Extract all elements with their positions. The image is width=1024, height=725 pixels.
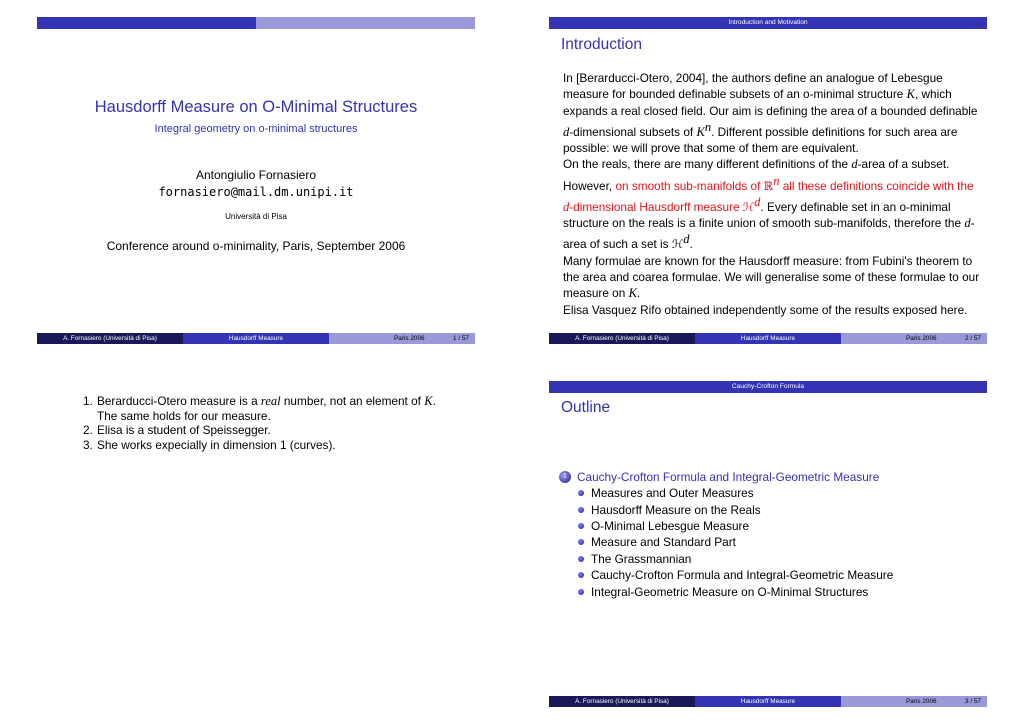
author-name: Antongiulio Fornasiero (195, 168, 317, 182)
footer-author: A. Fornasiero (Università di Pisa) (37, 333, 183, 344)
section-header (549, 381, 987, 393)
outline-item-label: The Grassmannian (591, 551, 692, 566)
note-item (83, 394, 463, 423)
footer-author: A. Fornasiero (Università di Pisa) (549, 333, 695, 344)
outline-item[interactable] (578, 485, 979, 501)
footer-page: 3 / 57 (965, 698, 981, 705)
note-item (83, 423, 463, 438)
paragraph: Elisa Vasquez Rifo obtained independently some of the results exposed here. (563, 302, 968, 317)
note-text: Elisa is a student of Speissegger. (97, 423, 271, 437)
bullet-icon (578, 523, 584, 529)
section-number-ball-icon: 1 (559, 471, 571, 483)
outline-section[interactable] (559, 470, 979, 484)
footer-date: Paris 2006 (394, 335, 425, 342)
outline-item-label: O-Minimal Lebesgue Measure (591, 518, 750, 533)
introduction-slide (549, 14, 987, 346)
footer-title: Hausdorff Measure (695, 696, 841, 707)
bullet-icon (578, 572, 584, 578)
section-header (549, 17, 987, 29)
institute: Università di Pisa (225, 212, 287, 221)
outline-item[interactable] (578, 583, 979, 599)
conference: Conference around o-minimality, Paris, September 2006 (106, 239, 406, 253)
bullet-icon (578, 539, 584, 545)
bullet-icon (578, 589, 584, 595)
author-email: fornasiero@mail.dm.unipi.it (158, 185, 354, 199)
outline-item-label: Cauchy-Crofton Formula and Integral-Geometric Measure (591, 568, 894, 583)
outline-item[interactable] (578, 534, 979, 550)
footer-date: Paris 2006 (906, 698, 937, 705)
note-number: 3. (83, 437, 93, 452)
outline-item-label: Measure and Standard Part (591, 535, 736, 550)
outline-item[interactable] (578, 518, 979, 534)
section-name: Introduction and Motivation (728, 19, 808, 26)
outline (559, 470, 979, 600)
bullet-icon (578, 507, 584, 513)
notes-page (37, 378, 475, 708)
footer-bar (549, 333, 987, 344)
slide-body (563, 70, 983, 318)
presentation-subtitle: Integral geometry on o-minimal structures (154, 123, 358, 135)
paragraph: In [Berarducci-Otero, 2004], the authors define an analogue of Lebesgue measure for bounded definable subsets of an o-minimal structure K, which expands a real closed field. Our aim is defining the area of a bounded definable d-dimensional subsets of $K^n$. Different possible definitions for such area are possible: we will prove that some of them are equivalent. (563, 71, 978, 156)
outline-item[interactable] (578, 551, 979, 567)
outline-slide (549, 378, 987, 708)
notes-list (83, 394, 463, 452)
frame-title: Outline (561, 399, 611, 416)
bullet-icon (578, 556, 584, 562)
footer-bar (37, 333, 475, 344)
title-slide (37, 14, 475, 346)
footer-bar (549, 696, 987, 707)
presentation-title: Hausdorff Measure on O-Minimal Structures (94, 98, 418, 116)
note-text: She works expecially in dimension 1 (curves). (97, 437, 336, 452)
outline-section-label: Cauchy-Crofton Formula and Integral-Geometric Measure (577, 470, 880, 484)
note-number: 2. (83, 423, 93, 437)
frame-title: Introduction (561, 36, 642, 53)
footer-title: Hausdorff Measure (183, 333, 329, 344)
footer-author: A. Fornasiero (Università di Pisa) (549, 696, 695, 707)
outline-item[interactable] (578, 567, 979, 583)
footer-page: 1 / 57 (453, 335, 469, 342)
outline-subsections (578, 485, 979, 600)
footer-page: 2 / 57 (965, 335, 981, 342)
footer-date: Paris 2006 (906, 335, 937, 342)
note-text: Berarducci-Otero measure is a real number, not an element of K. The same holds for our measure. (97, 394, 436, 423)
bullet-icon (578, 490, 584, 496)
paragraph: Many formulae are known for the Hausdorff measure: from Fubini's theorem to the area and coarea formulae. We will generalise some of these formulae to our measure on K. (563, 253, 980, 301)
outline-item-label: Hausdorff Measure on the Reals (591, 502, 761, 517)
outline-item[interactable] (578, 501, 979, 517)
footer-title: Hausdorff Measure (695, 333, 841, 344)
outline-item-label: Measures and Outer Measures (591, 486, 754, 501)
header-bar (37, 17, 475, 29)
section-name: Cauchy-Crofton Formula (731, 383, 805, 390)
outline-item-label: Integral-Geometric Measure on O-Minimal Structures (591, 584, 869, 599)
note-number: 1. (83, 394, 93, 408)
paragraph: On the reals, there are many different definitions of the d-area of a subset. However, on smooth sub-manifolds of ℝ$^n$ all these definitions coincide with the d-dimensional Hausdorff measure ℋ$^d$. Every definable set in an o-minimal structure on the reals is a finite union of smooth sub-manifolds, therefore the d-area of such a set is ℋ$^d$. (563, 157, 975, 252)
note-item (83, 438, 463, 453)
